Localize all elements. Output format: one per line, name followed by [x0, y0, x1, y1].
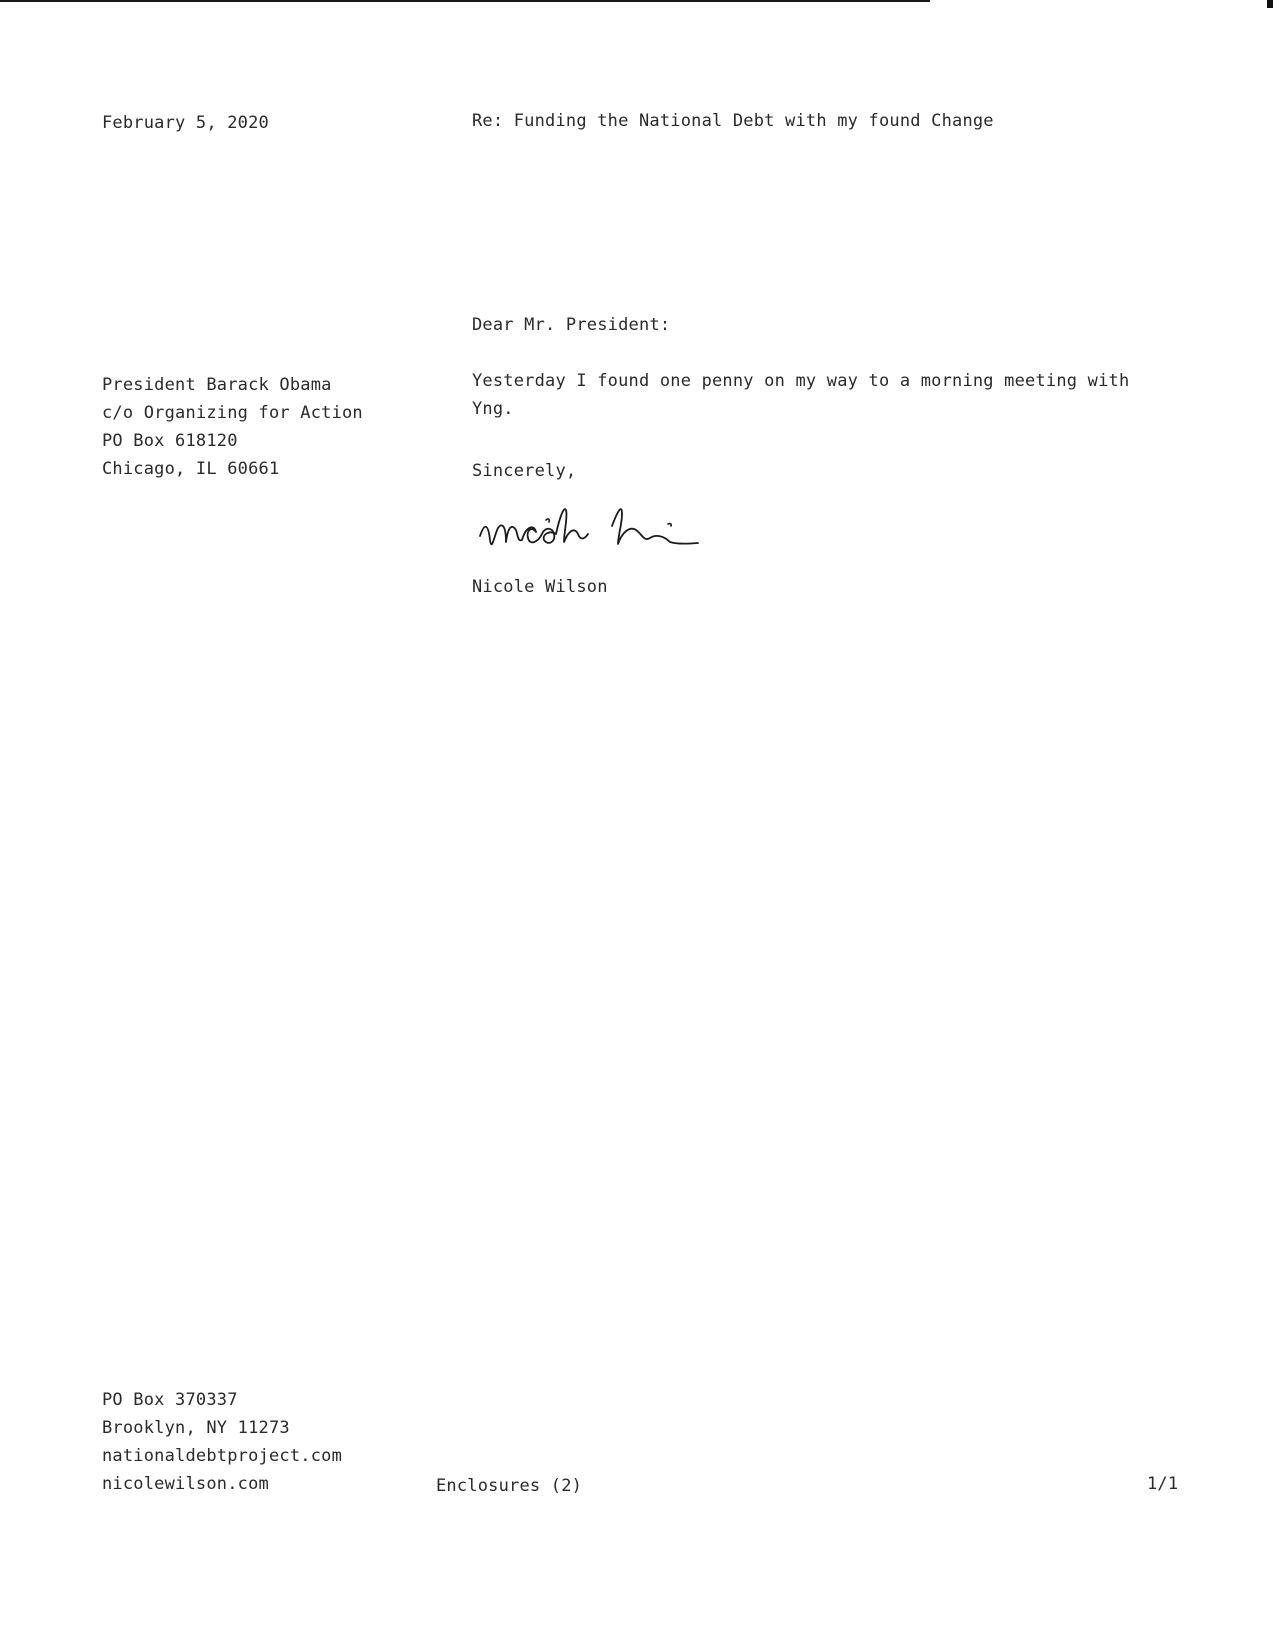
body-line: Yng. — [472, 399, 514, 419]
recipient-address — [102, 371, 363, 483]
page-number: 1/1 — [1147, 1474, 1179, 1494]
letter-date: February 5, 2020 — [102, 113, 269, 133]
sender-website-link[interactable]: nationaldebtproject.com — [102, 1446, 343, 1466]
signer-name: Nicole Wilson — [472, 577, 608, 597]
enclosures-note: Enclosures (2) — [436, 1476, 583, 1496]
body-line: Yesterday I found one penny on my way to a morning meeting with — [472, 371, 1130, 391]
closing: Sincerely, — [472, 461, 577, 481]
recipient-organization: c/o Organizing for Action — [102, 403, 363, 423]
recipient-city-state-zip: Chicago, IL 60661 — [102, 459, 280, 479]
letter-body — [472, 367, 1129, 423]
sender-po-box: PO Box 370337 — [102, 1390, 238, 1410]
sender-address — [102, 1386, 342, 1498]
sender-website-link[interactable]: nicolewilson.com — [102, 1474, 269, 1494]
letter-subject: Re: Funding the National Debt with my found Change — [472, 111, 994, 131]
scan-edge-top — [0, 0, 930, 2]
sender-city-state-zip: Brooklyn, NY 11273 — [102, 1418, 290, 1438]
recipient-name: President Barack Obama — [102, 375, 332, 395]
scan-edge-mark — [1267, 0, 1273, 8]
recipient-po-box: PO Box 618120 — [102, 431, 238, 451]
salutation: Dear Mr. President: — [472, 315, 671, 335]
signature-icon — [472, 496, 732, 566]
handwritten-signature — [472, 496, 732, 566]
